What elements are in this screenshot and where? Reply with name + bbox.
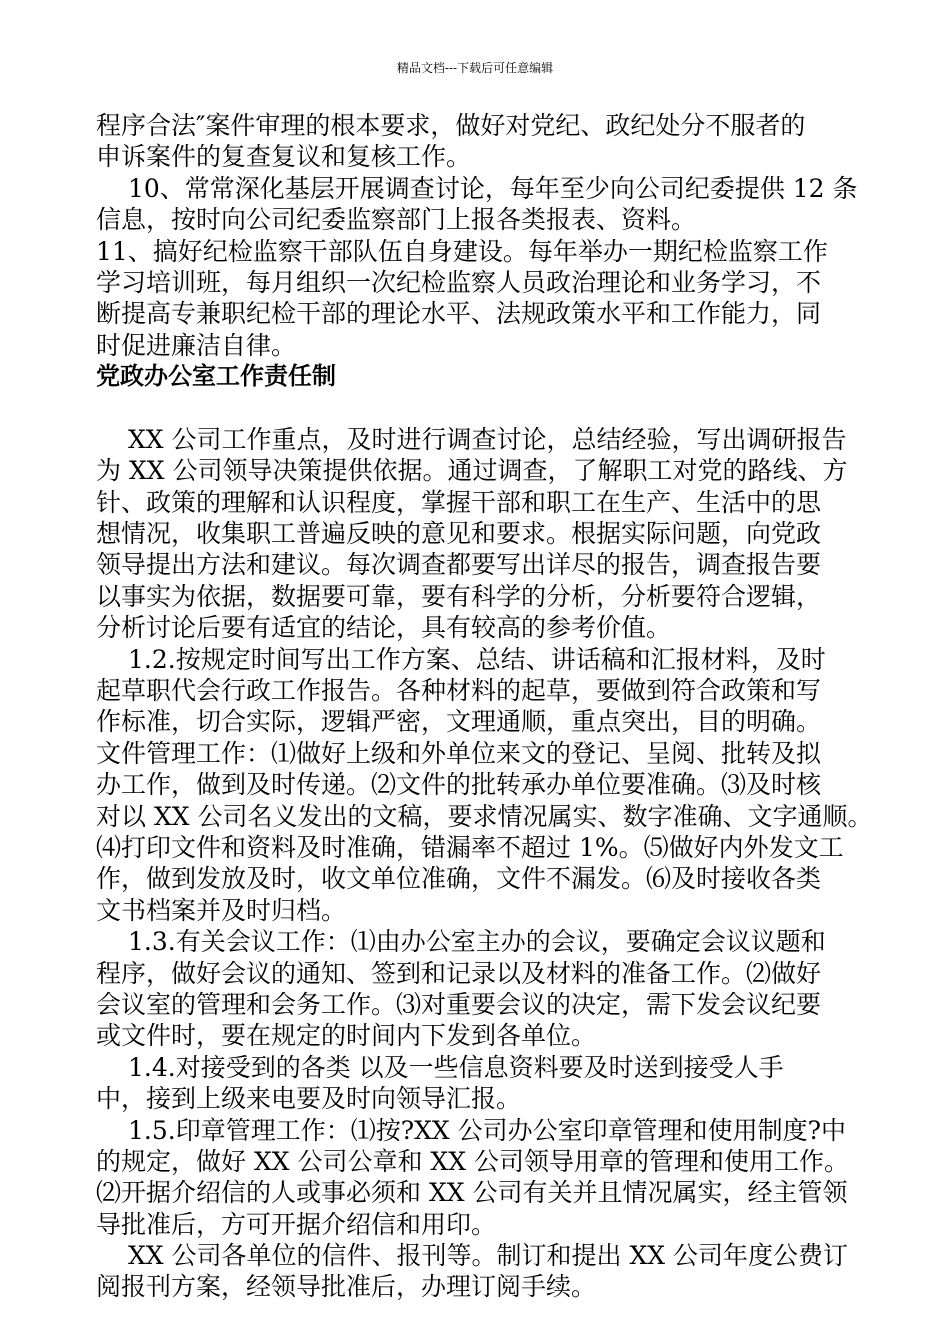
- paragraph-line: 时促进廉洁自律。: [96, 330, 297, 360]
- paragraph-line: 1.4.对接受到的各类 以及一些信息资料要及时送到接受人手: [128, 1052, 784, 1082]
- paragraph-line: 程序，做好会议的通知、签到和记录以及材料的准备工作。⑵做好: [96, 958, 822, 988]
- document-body: [96, 110, 871, 1303]
- paragraph-line: 程序合法″案件审理的根本要求，做好对党纪、政纪处分不服者的: [96, 111, 806, 140]
- paragraph-line: 对以 XX 公司名义发出的文稿，要求情况属实、数字准确、文字通顺。: [96, 801, 873, 831]
- paragraph-line: ⑷打印文件和资料及时准确，错漏率不超过 1%。⑸做好内外发文工: [96, 832, 844, 862]
- paragraph-line: 1.2.按规定时间写出工作方案、总结、讲话稿和汇报材料，及时: [128, 644, 826, 674]
- paragraph-line: 起草职代会行政工作报告。各种材料的起草，要做到符合政策和写: [96, 676, 822, 706]
- paragraph-line: 针、政策的理解和认识程度，掌握干部和职工在生产、生活中的思: [96, 487, 822, 517]
- paragraph-line: XX 公司各单位的信件、报刊等。制订和提出 XX 公司年度公费订: [128, 1241, 849, 1271]
- blank-line: [96, 393, 871, 424]
- paragraph-line: 想情况，收集职工普遍反映的意见和要求。根据实际问题，向党政: [96, 519, 822, 549]
- paragraph-line: 分析讨论后要有适宜的结论，具有较高的参考价值。: [96, 613, 672, 643]
- paragraph-line: 导批准后，方可开据介绍信和用印。: [96, 1209, 497, 1239]
- paragraph-line: ⑵开据介绍信的人或事必须和 XX 公司有关并且情况属实，经主管领: [96, 1178, 848, 1208]
- paragraph-line: 作标准，切合实际，逻辑严密，文理通顺，重点突出，目的明确。: [96, 707, 822, 737]
- paragraph-line: 为 XX 公司领导决策提供依据。通过调查，了解职工对党的路线、方: [96, 456, 848, 486]
- paragraph-line: 办工作，做到及时传递。⑵文件的批转承办单位要准确。⑶及时核: [96, 770, 822, 800]
- paragraph-line: 以事实为依据，数据要可靠，要有科学的分析，分析要符合逻辑，: [96, 581, 822, 611]
- paragraph-line: 阅报刊方案，经领导批准后，办理订阅手续。: [96, 1272, 597, 1302]
- paragraph-line: 或文件时，要在规定的时间内下发到各单位。: [96, 1021, 597, 1051]
- paragraph-line: 10、常常深化基层开展调查讨论，每年至少向公司纪委提供 12 条: [128, 173, 858, 203]
- paragraph-line: 中，接到上级来电要及时向领导汇报。: [96, 1084, 522, 1114]
- page-header-watermark: 精品文档---下载后可任意编辑: [396, 61, 554, 75]
- paragraph-line: 会议室的管理和会务工作。⑶对重要会议的决定，需下发会议纪要: [96, 989, 822, 1019]
- paragraph-line: XX 公司工作重点，及时进行调查讨论，总结经验，写出调研报告: [128, 424, 847, 454]
- paragraph-line: 的规定，做好 XX 公司公章和 XX 公司领导用章的管理和使用工作。: [96, 1146, 849, 1176]
- paragraph-line: 信息，按时向公司纪委监察部门上报各类报表、资料。: [96, 205, 697, 235]
- paragraph-line: 文书档案并及时归档。: [96, 895, 347, 925]
- paragraph-line: 申诉案件的复查复议和复核工作。: [96, 142, 472, 172]
- paragraph-line: 学习培训班，每月组织一次纪检监察人员政治理论和业务学习，不: [96, 267, 822, 297]
- paragraph-line: 文件管理工作：⑴做好上级和外单位来文的登记、呈阅、批转及拟: [96, 738, 822, 768]
- paragraph-line: 1.5.印章管理工作：⑴按?XX 公司办公室印章管理和使用制度?中: [128, 1115, 847, 1145]
- paragraph-line: 作，做到发放及时，收文单位准确，文件不漏发。⑹及时接收各类: [96, 864, 822, 894]
- paragraph-line: 领导提出方法和建议。每次调查都要写出详尽的报告，调查报告要: [96, 550, 822, 580]
- paragraph-line: 断提高专兼职纪检干部的理论水平、法规政策水平和工作能力，同: [96, 299, 822, 329]
- paragraph-line: 11、搞好纪检监察干部队伍自身建设。每年举办一期纪检监察工作: [96, 236, 828, 266]
- paragraph-line: 1.3.有关会议工作：⑴由办公室主办的会议，要确定会议议题和: [128, 927, 826, 957]
- section-heading: 党政办公室工作责任制: [96, 362, 336, 391]
